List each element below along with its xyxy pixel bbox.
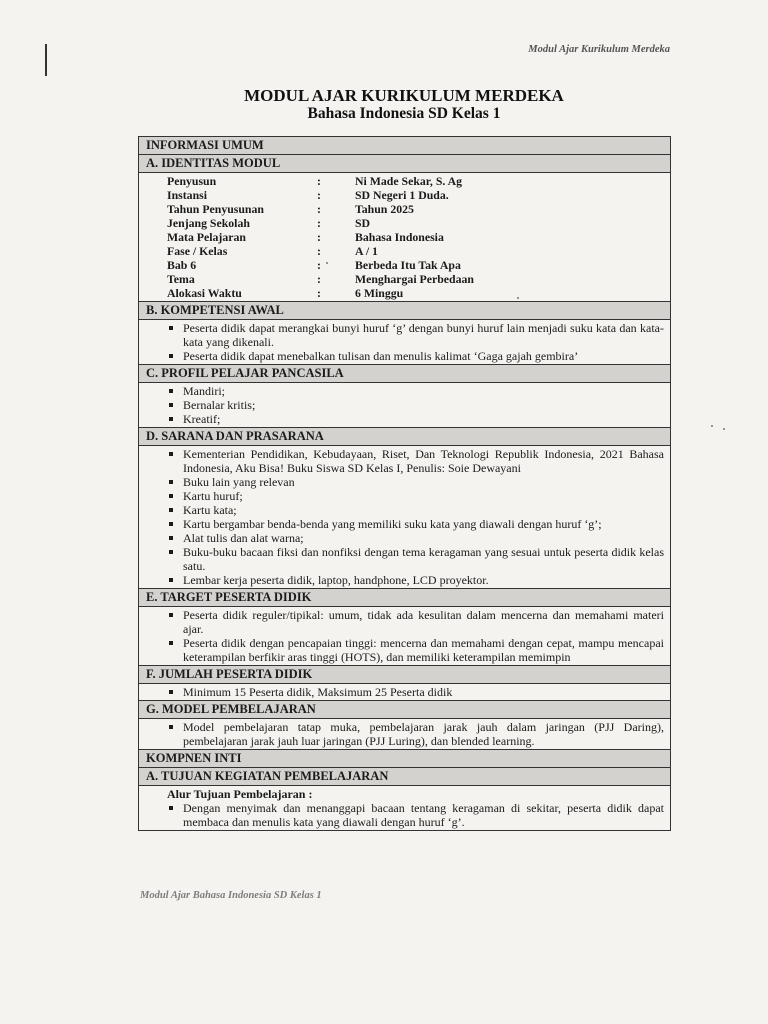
jumlah-body (139, 684, 670, 701)
identitas-value: Berbeda Itu Tak Apa (355, 258, 461, 272)
list-item: Kementerian Pendidikan, Kebudayaan, Riset, Dan Teknologi Republik Indonesia, 2021 Bahasa Indonesia, Aku Bisa! Buku Siswa SD Kelas I, Penulis: Soie Dewayani (167, 447, 664, 475)
identitas-separator: : (317, 216, 321, 230)
identitas-separator: : (317, 272, 321, 286)
list-item: Kartu huruf; (167, 489, 664, 503)
document-subtitle: Bahasa Indonesia SD Kelas 1 (307, 105, 501, 122)
list-item: Lembar kerja peserta didik, laptop, handphone, LCD proyektor. (167, 573, 664, 587)
section-identitas-heading: A. IDENTITAS MODUL (139, 155, 670, 173)
identitas-row (167, 202, 664, 216)
identitas-value: 6 Minggu (355, 286, 404, 300)
identitas-separator: : (317, 174, 321, 188)
kompetensi-body (139, 320, 670, 365)
tujuan-list (167, 801, 664, 829)
tujuan-body (139, 786, 670, 830)
section-informasi-umum: INFORMASI UMUM (139, 137, 670, 155)
identitas-row (167, 174, 664, 188)
margin-mark (45, 44, 47, 76)
list-item: Kartu bergambar benda-benda yang memiliki suku kata yang diawali dengan huruf ‘g’; (167, 517, 664, 531)
list-item: Peserta didik dengan pencapaian tinggi: mencerna dan memahami dengan cepat, mampu mencapai keterampilan berfikir aras tinggi (HOTS), dan memiliki keterampilan memimpin (167, 636, 664, 664)
section-jumlah-heading: F. JUMLAH PESERTA DIDIK (139, 666, 670, 684)
identitas-value: Bahasa Indonesia (355, 230, 444, 244)
identitas-value: SD Negeri 1 Duda. (355, 188, 449, 202)
scan-speck (326, 262, 328, 264)
identitas-label: Tahun Penyusunan (167, 202, 264, 216)
list-item: Minimum 15 Peserta didik, Maksimum 25 Peserta didik (167, 685, 664, 699)
alur-tujuan-label: Alur Tujuan Pembelajaran : (167, 787, 313, 801)
kompetensi-list (167, 321, 664, 363)
identitas-separator: : (317, 230, 321, 244)
list-item: Peserta didik reguler/tipikal: umum, tidak ada kesulitan dalam mencerna dan memahami materi ajar. (167, 608, 664, 636)
identitas-value: SD (355, 216, 371, 230)
identitas-value: A / 1 (355, 244, 378, 258)
identitas-separator: : (317, 244, 321, 258)
list-item: Alat tulis dan alat warna; (167, 531, 664, 545)
list-item: Peserta didik dapat menebalkan tulisan dan menulis kalimat ‘Gaga gajah gembira’ (167, 349, 664, 363)
scan-speck (711, 425, 713, 427)
identitas-label: Instansi (167, 188, 207, 202)
identitas-separator: : (317, 258, 321, 272)
identitas-label: Alokasi Waktu (167, 286, 242, 300)
jumlah-list (167, 685, 664, 699)
scan-speck (517, 297, 519, 299)
target-body (139, 607, 670, 666)
identitas-body (139, 173, 670, 302)
section-target-heading: E. TARGET PESERTA DIDIK (139, 589, 670, 607)
identitas-value: Ni Made Sekar, S. Ag (355, 174, 463, 188)
module-form-table (138, 136, 671, 831)
sarana-list (167, 447, 664, 587)
section-profil-heading: C. PROFIL PELAJAR PANCASILA (139, 365, 670, 383)
list-item: Buku-buku bacaan fiksi dan nonfiksi dengan tema keragaman yang sesuai untuk peserta didik kelas satu. (167, 545, 664, 573)
profil-body (139, 383, 670, 428)
identitas-label: Mata Pelajaran (167, 230, 246, 244)
identitas-label: Penyusun (167, 174, 217, 188)
list-item: Mandiri; (167, 384, 664, 398)
section-komponen-inti: KOMPNEN INTI (139, 750, 670, 768)
identitas-row (167, 272, 664, 286)
identitas-label: Jenjang Sekolah (167, 216, 250, 230)
sarana-body (139, 446, 670, 589)
identitas-row (167, 188, 664, 202)
list-item: Kartu kata; (167, 503, 664, 517)
page-footer: Modul Ajar Bahasa Indonesia SD Kelas 1 (140, 890, 322, 901)
identitas-label: Tema (167, 272, 195, 286)
identitas-value: Menghargai Perbedaan (355, 272, 474, 286)
list-item: Bernalar kritis; (167, 398, 664, 412)
section-tujuan-heading: A. TUJUAN KEGIATAN PEMBELAJARAN (139, 768, 670, 786)
model-body (139, 719, 670, 750)
list-item: Model pembelajaran tatap muka, pembelajaran jarak jauh dalam jaringan (PJJ Daring), pembelajaran jarak jauh luar jaringan (PJJ Luring), dan blended learning. (167, 720, 664, 748)
profil-list (167, 384, 664, 426)
document-title: MODUL AJAR KURIKULUM MERDEKA (244, 86, 564, 105)
scan-speck (723, 428, 725, 430)
identitas-separator: : (317, 286, 321, 300)
model-list (167, 720, 664, 748)
identitas-row (167, 286, 664, 300)
list-item: Kreatif; (167, 412, 664, 426)
identitas-row (167, 216, 664, 230)
list-item: Peserta didik dapat merangkai bunyi huruf ‘g’ dengan bunyi huruf lain menjadi suku kata dan kata-kata yang dikenali. (167, 321, 664, 349)
list-item: Dengan menyimak dan menanggapi bacaan tentang keragaman di sekitar, peserta didik dapat membaca dan menulis kata yang diawali dengan huruf ‘g’. (167, 801, 664, 829)
identitas-row (167, 258, 664, 272)
section-model-heading: G. MODEL PEMBELAJARAN (139, 701, 670, 719)
identitas-row (167, 244, 664, 258)
list-item: Buku lain yang relevan (167, 475, 664, 489)
identitas-separator: : (317, 202, 321, 216)
identitas-label: Fase / Kelas (167, 244, 228, 258)
identitas-value: Tahun 2025 (355, 202, 414, 216)
section-sarana-heading: D. SARANA DAN PRASARANA (139, 428, 670, 446)
running-header: Modul Ajar Kurikulum Merdeka (528, 44, 670, 55)
identitas-separator: : (317, 188, 321, 202)
identitas-label: Bab 6 (167, 258, 197, 272)
identitas-row (167, 230, 664, 244)
section-kompetensi-heading: B. KOMPETENSI AWAL (139, 302, 670, 320)
target-list (167, 608, 664, 664)
